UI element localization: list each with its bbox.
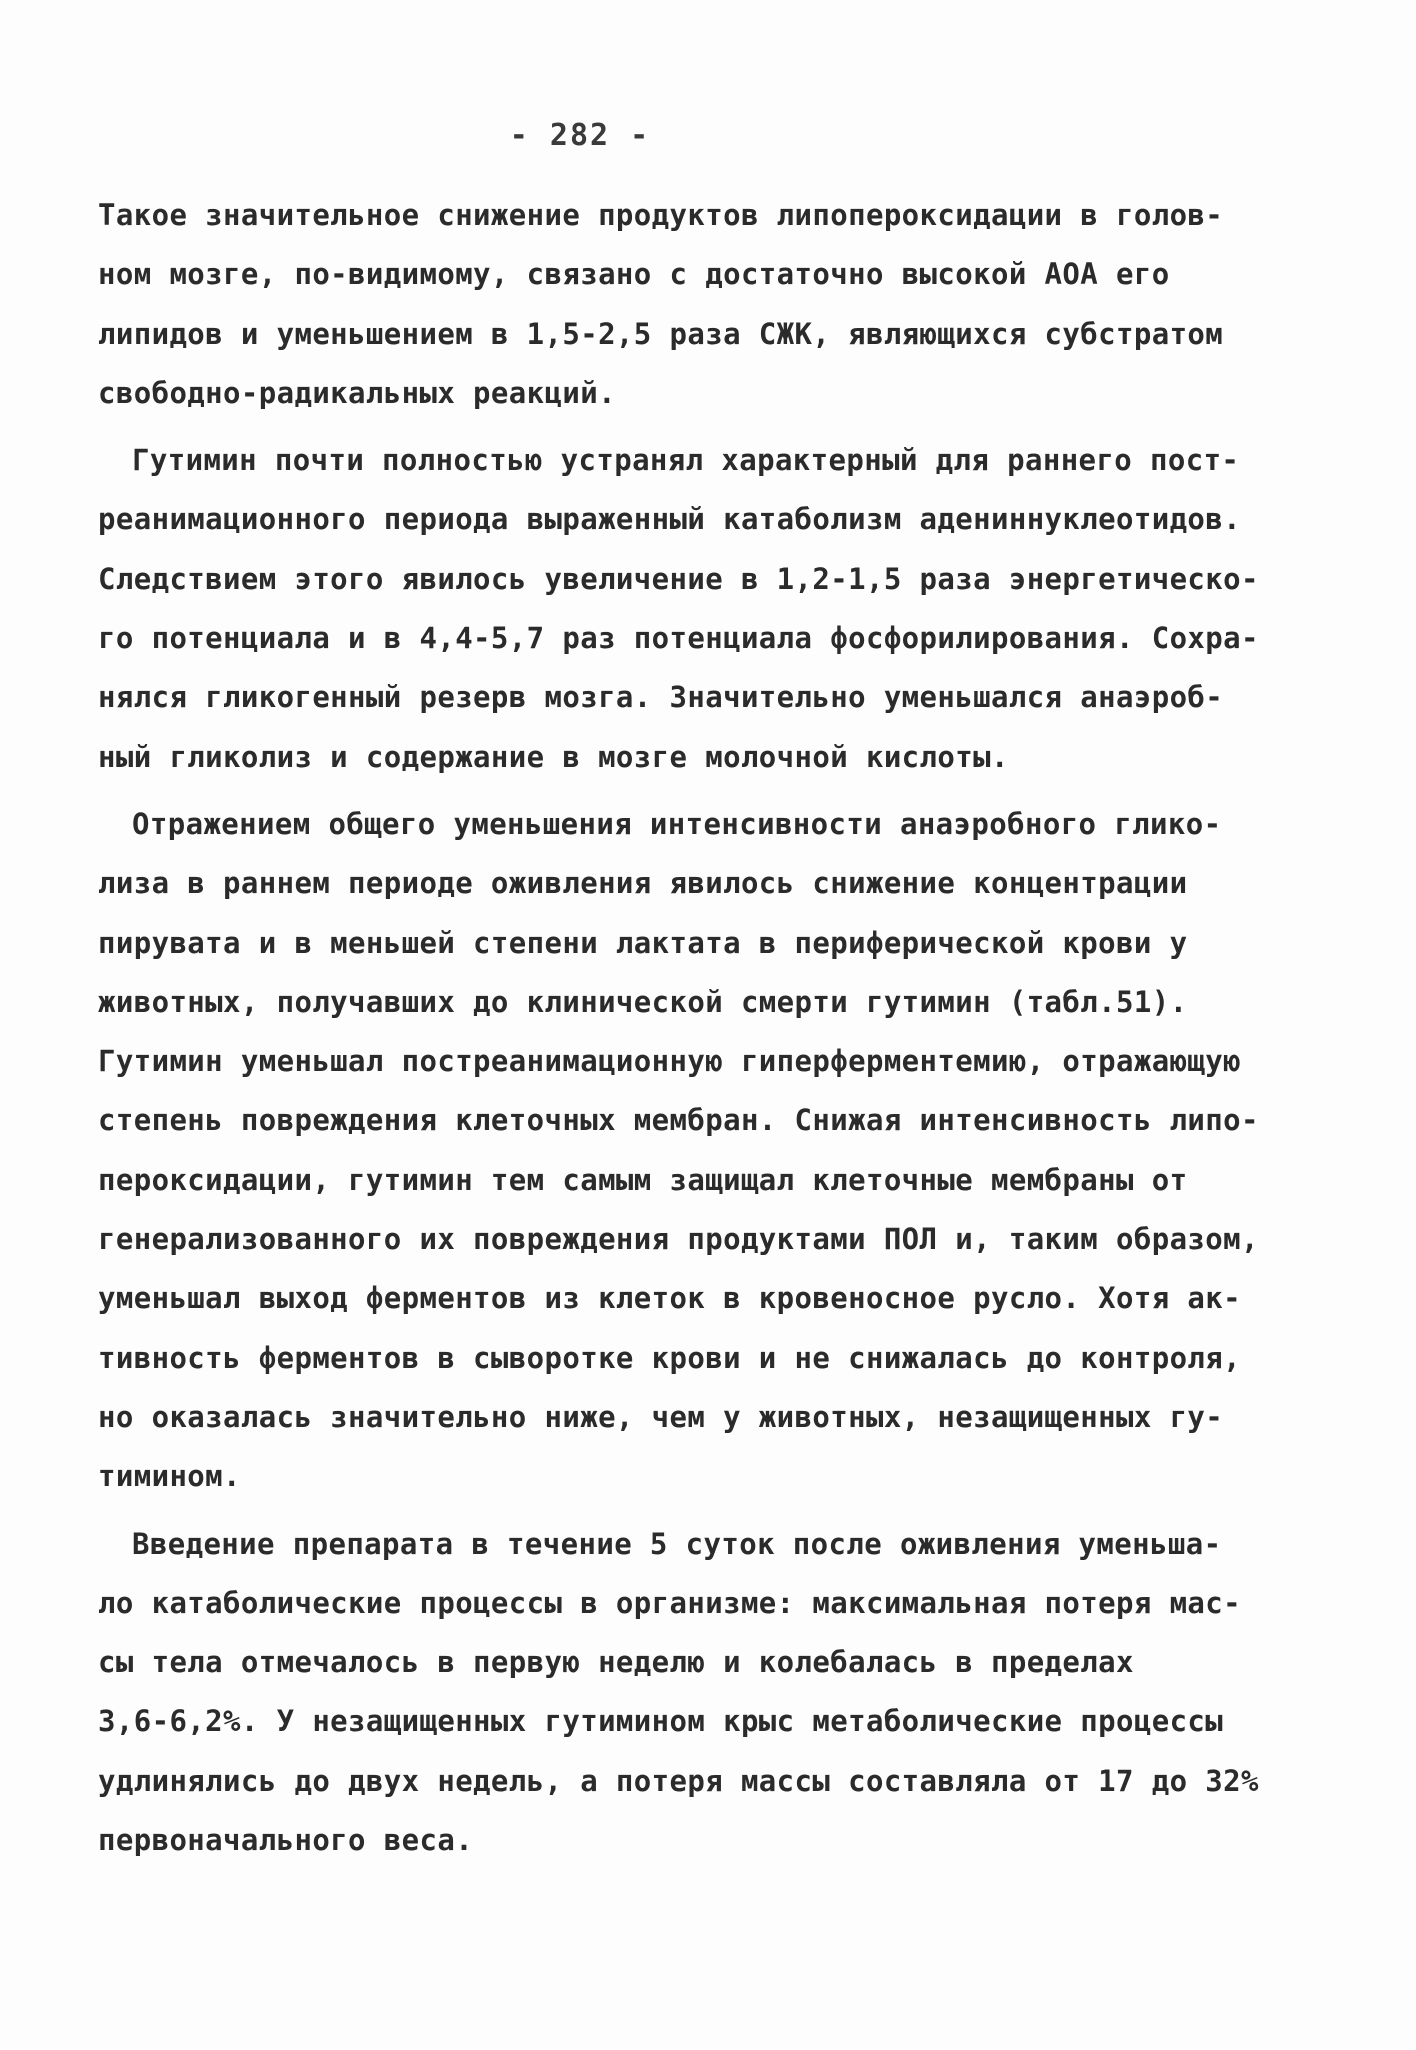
- text-line: нялся гликогенный резерв мозга. Значительно уменьшался анаэроб-: [98, 680, 1224, 715]
- text-line: но оказалась значительно ниже, чем у животных, незащищенных гу-: [98, 1399, 1224, 1434]
- text-line: ло катаболические процессы в организме: максимальная потеря мас-: [98, 1585, 1242, 1620]
- text-line: уменьшал выход ферментов из клеток в кровеносное русло. Хотя ак-: [98, 1281, 1242, 1316]
- text-line: 3,6-6,2%. У незащищенных гутимином крыс метаболические процессы: [98, 1704, 1224, 1739]
- text-line: степень повреждения клеточных мембран. Снижая интенсивность липо-: [98, 1103, 1259, 1138]
- text-line: тимином.: [98, 1459, 241, 1494]
- text-line: пирувата и в меньшей степени лактата в периферической крови у: [98, 925, 1188, 960]
- text-line: ном мозге, по-видимому, связано с достаточно высокой АОА его: [98, 257, 1170, 292]
- text-line: животных, получавших до клинической смерти гутимин (табл.51).: [98, 984, 1188, 1019]
- text-line: тивность ферментов в сыворотке крови и не снижалась до контроля,: [98, 1340, 1242, 1375]
- text-line: Следствием этого явилось увеличение в 1,2-1,5 раза энергетическо-: [98, 561, 1259, 596]
- text-line: удлинялись до двух недель, а потеря массы составляла от 17 до 32%: [98, 1763, 1259, 1798]
- text-line: свободно-радикальных реакций.: [98, 375, 616, 410]
- paragraph-4: [98, 1515, 1278, 1871]
- text-line: лиза в раннем периоде оживления явилось снижение концентрации: [98, 866, 1188, 901]
- text-line: сы тела отмечалось в первую неделю и колебалась в пределах: [98, 1645, 1134, 1680]
- text-line: го потенциала и в 4,4-5,7 раз потенциала фосфорилирования. Сохра-: [98, 621, 1259, 656]
- page-number: - 282 -: [509, 118, 651, 153]
- text-line: Гутимин уменьшал постреанимационную гиперферментемию, отражающую: [98, 1044, 1242, 1079]
- paragraph-1: [98, 186, 1278, 423]
- text-line: липидов и уменьшением в 1,5-2,5 раза СЖК, являющихся субстратом: [98, 316, 1224, 351]
- text-line: реанимационного периода выраженный катаболизм адениннуклеотидов.: [98, 502, 1242, 537]
- text-line: ный гликолиз и содержание в мозге молочной кислоты.: [98, 739, 1009, 774]
- text-line: Гутимин почти полностью устранял характерный для раннего пост-: [132, 443, 1240, 478]
- text-line: Такое значительное снижение продуктов липопероксидации в голов-: [98, 198, 1224, 232]
- body-text: [98, 186, 1278, 1878]
- paragraph-2: [98, 431, 1278, 787]
- text-line: пероксидации, гутимин тем самым защищал клеточные мембраны от: [98, 1162, 1188, 1197]
- text-line: генерализованного их повреждения продуктами ПОЛ и, таким образом,: [98, 1222, 1259, 1257]
- paragraph-3: [98, 795, 1278, 1507]
- text-line: Отражением общего уменьшения интенсивности анаэробного глико-: [132, 806, 1222, 841]
- text-line: Введение препарата в течение 5 суток после оживления уменьша-: [132, 1526, 1222, 1561]
- text-line: первоначального веса.: [98, 1823, 474, 1858]
